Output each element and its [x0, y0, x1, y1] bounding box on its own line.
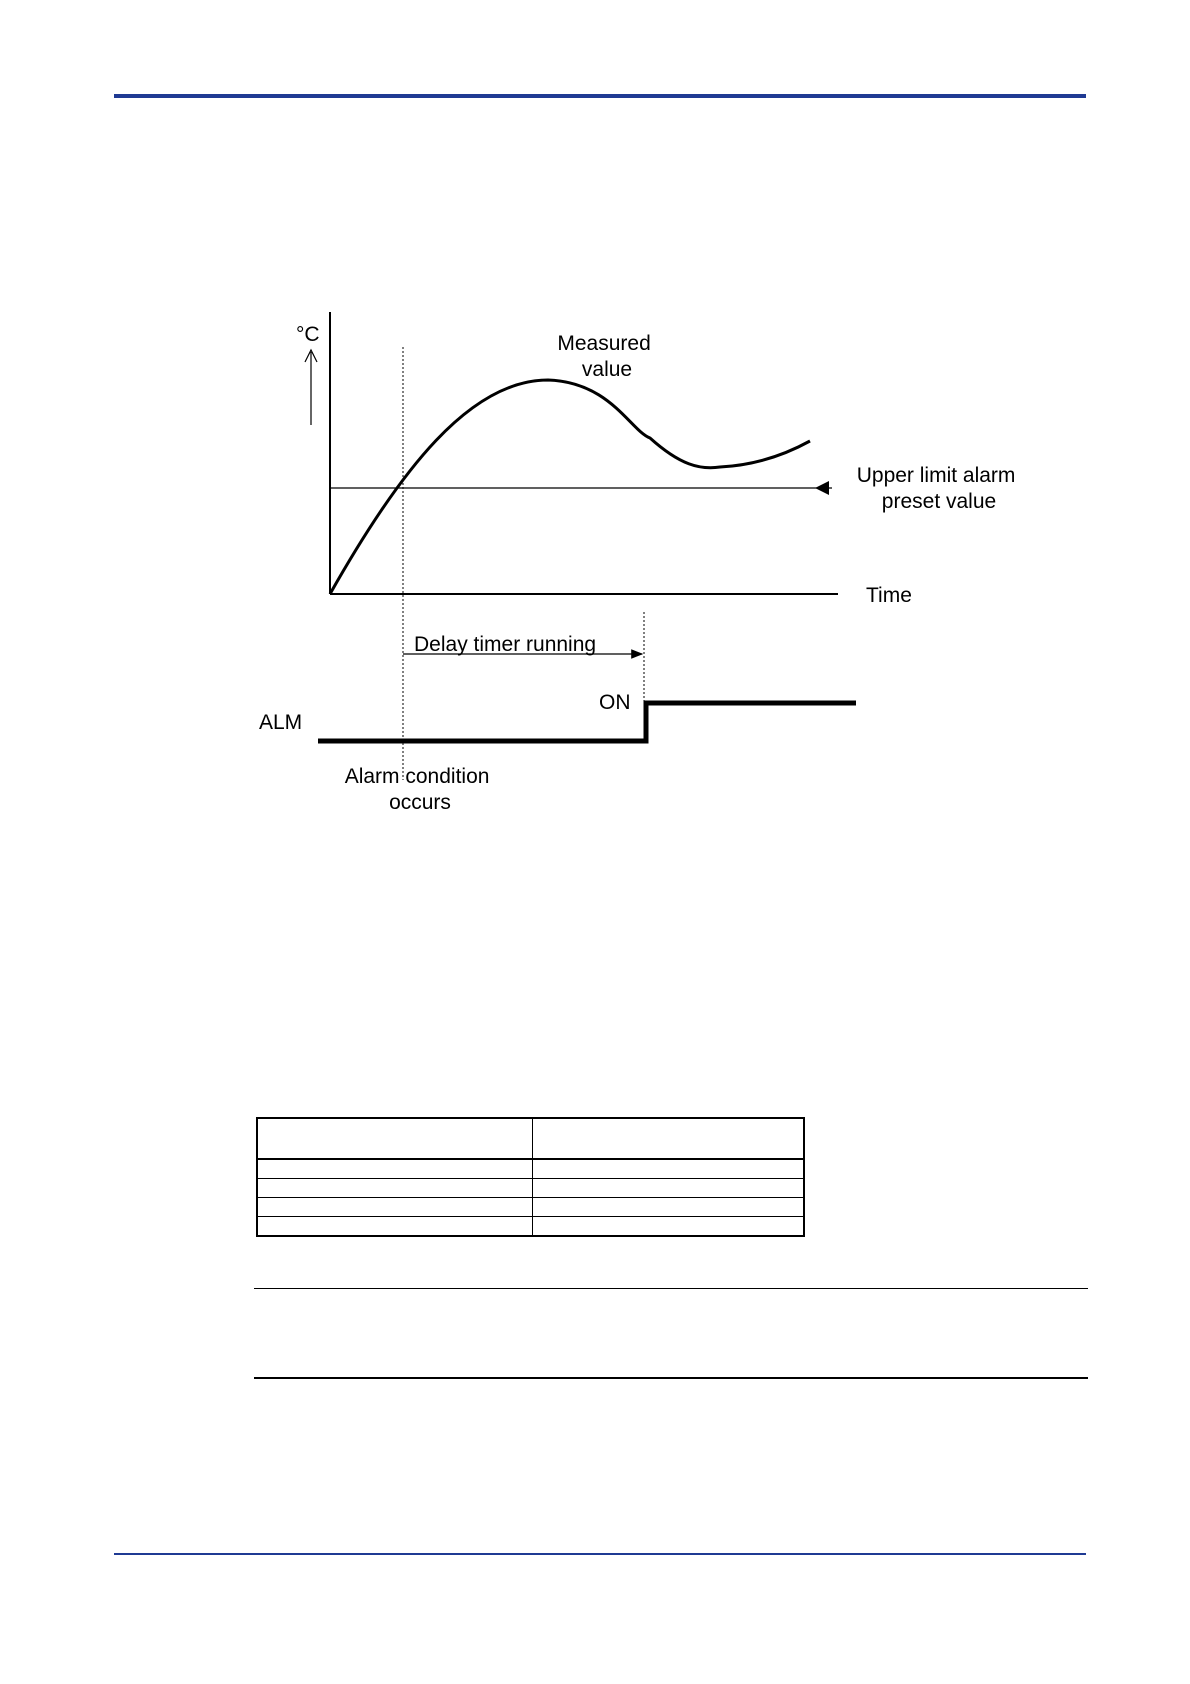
table-cell — [533, 1159, 805, 1179]
table-cell — [257, 1198, 533, 1217]
table-cell — [533, 1179, 805, 1198]
alarm-condition-label — [345, 765, 496, 814]
table-cell — [257, 1217, 533, 1237]
table-row — [257, 1179, 804, 1198]
table-cell — [533, 1217, 805, 1237]
upper-limit-label-line2: preset value — [881, 490, 997, 513]
time-axis-label: Time — [866, 584, 912, 607]
table-header-cell — [257, 1118, 533, 1159]
alm-label: ALM — [259, 711, 303, 734]
measured-value-label-line2: value — [581, 358, 633, 381]
footer-rule — [114, 1553, 1086, 1555]
measured-value-label-line1: Measured — [557, 332, 651, 355]
alm-output-signal — [318, 703, 856, 741]
y-unit-label: °C — [296, 323, 320, 346]
table-cell — [257, 1159, 533, 1179]
measured-value-curve — [330, 380, 810, 594]
table-row — [257, 1198, 804, 1217]
preset-pointer-icon — [815, 481, 829, 495]
table-cell — [533, 1198, 805, 1217]
table-row — [257, 1217, 804, 1237]
measured-value-label — [557, 332, 656, 381]
upper-limit-label-line1: Upper limit alarm — [856, 464, 1016, 487]
delay-timer-label: Delay timer running — [414, 633, 597, 656]
on-state-label: ON — [599, 691, 631, 714]
upper-limit-label — [857, 464, 1022, 513]
alarm-condition-label-line2: occurs — [389, 791, 451, 814]
alarm-condition-label-line1: Alarm condition — [344, 765, 490, 788]
parameter-table — [256, 1117, 805, 1237]
table-row — [257, 1159, 804, 1179]
table-header-cell — [533, 1118, 805, 1159]
table-header-row — [257, 1118, 804, 1159]
note-box-bottom-rule — [254, 1377, 1088, 1379]
table-cell — [257, 1179, 533, 1198]
note-box-top-rule — [254, 1288, 1088, 1289]
